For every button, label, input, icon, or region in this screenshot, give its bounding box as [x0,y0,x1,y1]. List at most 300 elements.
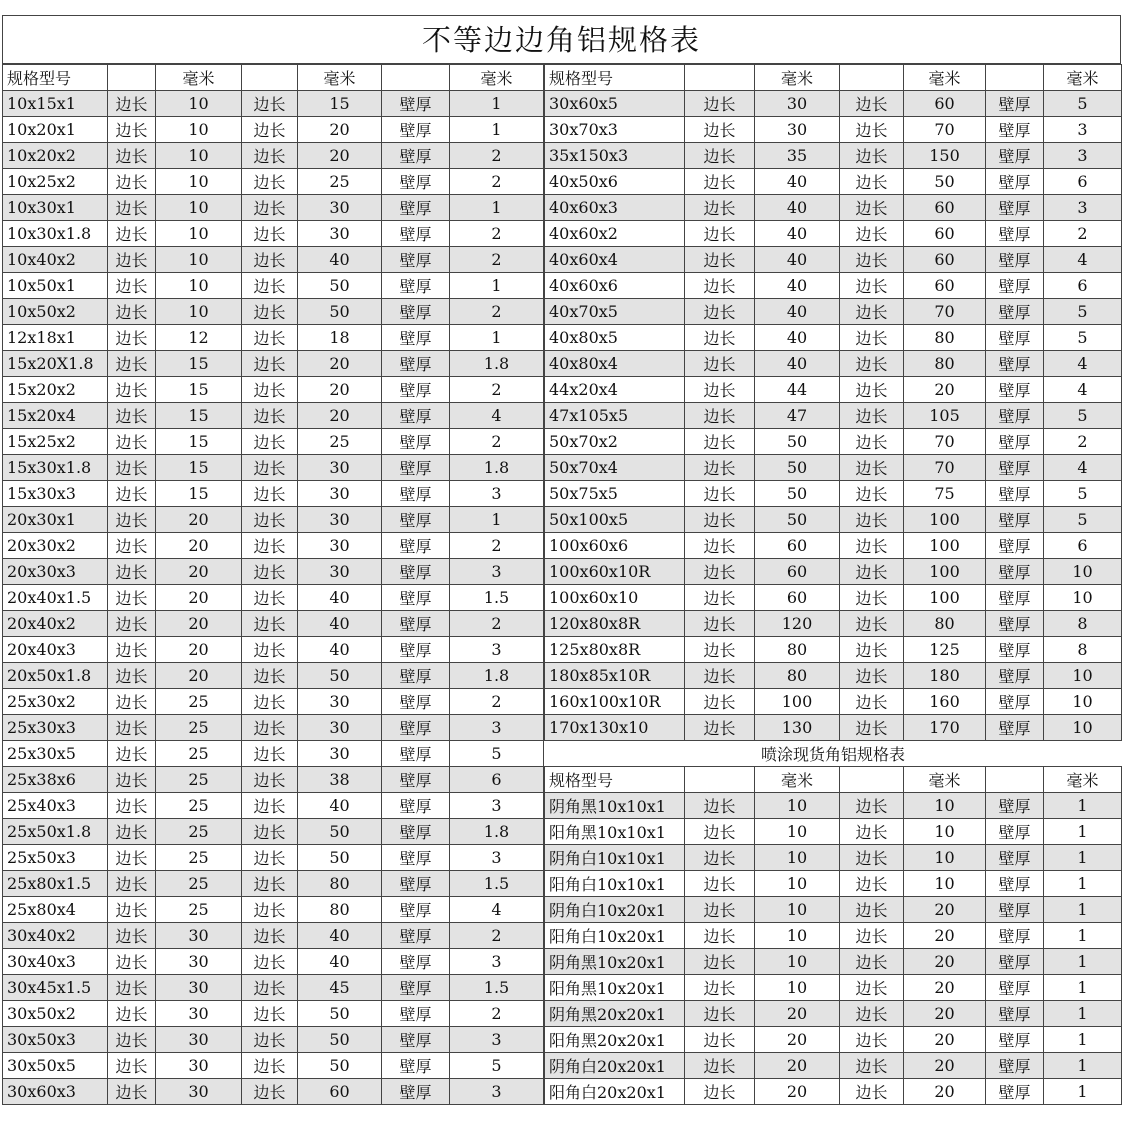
side-label: 边长 [108,637,156,663]
model-cell: 15x25x2 [3,429,108,455]
table-row [3,923,544,949]
side-label: 边长 [242,897,298,923]
side-b-value: 25 [298,429,382,455]
side-label: 边长 [242,247,298,273]
side-a-value: 25 [156,741,242,767]
side-a-value: 30 [156,1053,242,1079]
wall-label: 壁厚 [382,507,450,533]
wall-label: 壁厚 [986,819,1044,845]
model-cell: 20x30x2 [3,533,108,559]
wall-label: 壁厚 [986,351,1044,377]
side-label: 边长 [108,533,156,559]
wall-value: 6 [1044,169,1122,195]
model-cell: 100x60x10 [545,585,685,611]
wall-label: 壁厚 [382,533,450,559]
table-row [545,247,1122,273]
side-label: 边长 [242,845,298,871]
side-b-value: 20 [298,377,382,403]
table-row [3,91,544,117]
side-label: 边长 [685,793,755,819]
side-b-value: 40 [298,923,382,949]
side-b-value: 40 [298,585,382,611]
wall-value: 2 [450,169,544,195]
model-cell: 10x30x1 [3,195,108,221]
model-cell: 44x20x4 [545,377,685,403]
header-unit: 毫米 [1044,65,1122,91]
side-b-value: 100 [904,507,986,533]
table-row [545,819,1122,845]
side-a-value: 15 [156,455,242,481]
side-b-value: 20 [298,351,382,377]
wall-value: 10 [1044,663,1122,689]
wall-value: 1.8 [450,455,544,481]
side-b-value: 10 [904,793,986,819]
table-row [3,273,544,299]
wall-label: 壁厚 [986,975,1044,1001]
side-a-value: 30 [156,923,242,949]
table-row [3,533,544,559]
wall-label: 壁厚 [382,819,450,845]
side-label: 边长 [242,1053,298,1079]
wall-label: 壁厚 [986,377,1044,403]
model-cell: 阳角黑10x20x1 [545,975,685,1001]
model-cell: 25x80x4 [3,897,108,923]
wall-label: 壁厚 [382,767,450,793]
header-unit: 毫米 [156,65,242,91]
side-a-value: 25 [156,845,242,871]
side-a-value: 20 [156,533,242,559]
model-cell: 阳角白20x20x1 [545,1079,685,1105]
side-a-value: 20 [156,507,242,533]
wall-value: 1 [1044,845,1122,871]
side-a-value: 20 [156,559,242,585]
model-cell: 30x50x3 [3,1027,108,1053]
side-a-value: 50 [755,455,840,481]
model-cell: 30x50x5 [3,1053,108,1079]
side-b-value: 18 [298,325,382,351]
header-row [545,767,1122,793]
side-label: 边长 [840,325,904,351]
wall-value: 5 [1044,91,1122,117]
wall-label: 壁厚 [986,403,1044,429]
side-a-value: 15 [156,429,242,455]
model-cell: 阴角黑10x10x1 [545,793,685,819]
side-a-value: 40 [755,169,840,195]
model-cell: 25x40x3 [3,793,108,819]
side-b-value: 40 [298,637,382,663]
table-row [545,117,1122,143]
table-row [545,299,1122,325]
wall-value: 2 [450,221,544,247]
wall-value: 1 [1044,1053,1122,1079]
side-label: 边长 [840,377,904,403]
wall-label: 壁厚 [382,949,450,975]
wall-value: 5 [1044,403,1122,429]
wall-value: 5 [1044,507,1122,533]
model-cell: 30x40x3 [3,949,108,975]
side-label: 边长 [685,91,755,117]
side-a-value: 15 [156,377,242,403]
table-row [3,195,544,221]
side-a-value: 20 [755,1001,840,1027]
side-label: 边长 [840,585,904,611]
model-cell: 阳角白10x10x1 [545,871,685,897]
model-cell: 20x30x1 [3,507,108,533]
side-label: 边长 [108,91,156,117]
wall-value: 6 [1044,273,1122,299]
table-row [3,1001,544,1027]
model-cell: 阳角黑20x20x1 [545,1027,685,1053]
table-row [545,1053,1122,1079]
side-label: 边长 [840,533,904,559]
side-label: 边长 [685,429,755,455]
side-a-value: 60 [755,559,840,585]
table-row [3,975,544,1001]
side-label: 边长 [242,663,298,689]
side-a-value: 25 [156,897,242,923]
model-cell: 阴角白20x20x1 [545,1053,685,1079]
side-label: 边长 [685,143,755,169]
side-label: 边长 [840,897,904,923]
table-row [545,1001,1122,1027]
side-a-value: 10 [755,845,840,871]
side-label: 边长 [242,325,298,351]
wall-value: 2 [450,247,544,273]
side-a-value: 10 [156,247,242,273]
table-row [545,221,1122,247]
model-cell: 47x105x5 [545,403,685,429]
side-label: 边长 [840,169,904,195]
side-label: 边长 [242,533,298,559]
side-a-value: 15 [156,351,242,377]
wall-value: 4 [1044,377,1122,403]
wall-value: 1 [450,195,544,221]
side-label: 边长 [242,117,298,143]
side-a-value: 10 [156,299,242,325]
side-label: 边长 [108,1053,156,1079]
header-blank [840,767,904,793]
table-row [3,1027,544,1053]
side-label: 边长 [242,611,298,637]
wall-label: 壁厚 [986,507,1044,533]
table-row [545,143,1122,169]
side-b-value: 20 [904,377,986,403]
table-row [3,1053,544,1079]
side-label: 边长 [840,689,904,715]
table-row [545,975,1122,1001]
side-label: 边长 [840,1027,904,1053]
table-row [545,585,1122,611]
side-b-value: 20 [904,923,986,949]
side-a-value: 40 [755,195,840,221]
wall-value: 8 [1044,637,1122,663]
side-a-value: 44 [755,377,840,403]
wall-label: 壁厚 [986,585,1044,611]
side-label: 边长 [840,871,904,897]
side-label: 边长 [108,429,156,455]
side-label: 边长 [685,611,755,637]
side-label: 边长 [108,299,156,325]
model-cell: 40x70x5 [545,299,685,325]
side-a-value: 20 [156,637,242,663]
wall-label: 壁厚 [986,1053,1044,1079]
wall-value: 4 [450,403,544,429]
side-label: 边长 [685,1027,755,1053]
side-label: 边长 [685,637,755,663]
table-row [3,1079,544,1105]
side-b-value: 60 [904,91,986,117]
side-label: 边长 [840,1079,904,1105]
wall-label: 壁厚 [986,481,1044,507]
table-row [3,871,544,897]
wall-label: 壁厚 [382,637,450,663]
side-b-value: 15 [298,91,382,117]
side-b-value: 80 [298,897,382,923]
wall-value: 3 [450,715,544,741]
wall-value: 1 [450,91,544,117]
table-row [3,715,544,741]
table-row [3,143,544,169]
side-label: 边长 [108,611,156,637]
wall-label: 壁厚 [986,559,1044,585]
side-label: 边长 [108,871,156,897]
side-b-value: 40 [298,949,382,975]
model-cell: 阴角白10x10x1 [545,845,685,871]
side-label: 边长 [108,117,156,143]
side-b-value: 80 [904,611,986,637]
table-row [545,715,1122,741]
model-cell: 12x18x1 [3,325,108,351]
side-b-value: 20 [904,1001,986,1027]
wall-value: 3 [450,637,544,663]
side-label: 边长 [108,221,156,247]
model-cell: 25x30x5 [3,741,108,767]
wall-label: 壁厚 [382,351,450,377]
header-blank [242,65,298,91]
side-label: 边长 [242,169,298,195]
side-b-value: 60 [904,195,986,221]
side-a-value: 10 [755,897,840,923]
side-a-value: 25 [156,767,242,793]
side-b-value: 125 [904,637,986,663]
side-label: 边长 [242,637,298,663]
model-cell: 30x50x2 [3,1001,108,1027]
wall-label: 壁厚 [986,923,1044,949]
side-label: 边长 [108,663,156,689]
model-cell: 40x60x6 [545,273,685,299]
table-row [3,793,544,819]
wall-label: 壁厚 [382,325,450,351]
side-a-value: 10 [156,273,242,299]
wall-label: 壁厚 [382,195,450,221]
model-cell: 25x38x6 [3,767,108,793]
side-b-value: 10 [904,819,986,845]
table-row [3,637,544,663]
side-b-value: 80 [298,871,382,897]
wall-value: 2 [450,923,544,949]
header-row [3,65,544,91]
side-label: 边长 [242,143,298,169]
side-b-value: 30 [298,741,382,767]
side-label: 边长 [685,1079,755,1105]
wall-label: 壁厚 [986,455,1044,481]
wall-value: 3 [450,1079,544,1105]
wall-value: 3 [450,559,544,585]
side-b-value: 50 [298,663,382,689]
side-b-value: 50 [298,1001,382,1027]
side-b-value: 30 [298,455,382,481]
model-cell: 30x60x5 [545,91,685,117]
model-cell: 20x40x1.5 [3,585,108,611]
wall-value: 4 [450,897,544,923]
side-label: 边长 [685,169,755,195]
side-label: 边长 [242,91,298,117]
wall-label: 壁厚 [382,559,450,585]
side-a-value: 60 [755,585,840,611]
wall-label: 壁厚 [986,793,1044,819]
model-cell: 10x50x1 [3,273,108,299]
side-label: 边长 [685,897,755,923]
wall-label: 壁厚 [382,715,450,741]
wall-value: 1 [1044,871,1122,897]
side-label: 边长 [108,845,156,871]
side-label: 边长 [242,455,298,481]
side-label: 边长 [840,559,904,585]
model-cell: 40x50x6 [545,169,685,195]
wall-label: 壁厚 [986,221,1044,247]
side-a-value: 10 [755,793,840,819]
wall-value: 1.5 [450,871,544,897]
side-label: 边长 [242,403,298,429]
side-a-value: 30 [156,1001,242,1027]
side-a-value: 25 [156,819,242,845]
wall-label: 壁厚 [382,975,450,1001]
wall-value: 2 [450,377,544,403]
table-row [545,429,1122,455]
wall-value: 3 [450,793,544,819]
side-b-value: 30 [298,559,382,585]
side-label: 边长 [685,949,755,975]
wall-value: 1.8 [450,663,544,689]
table-row [545,507,1122,533]
side-label: 边长 [840,247,904,273]
wall-value: 4 [1044,247,1122,273]
side-label: 边长 [685,325,755,351]
wall-value: 1.5 [450,585,544,611]
side-label: 边长 [840,975,904,1001]
table-row [3,377,544,403]
side-a-value: 30 [755,117,840,143]
model-cell: 35x150x3 [545,143,685,169]
wall-value: 5 [450,1053,544,1079]
table-row [545,1027,1122,1053]
wall-label: 壁厚 [382,169,450,195]
table-row [545,351,1122,377]
wall-label: 壁厚 [382,1027,450,1053]
model-cell: 阳角白10x20x1 [545,923,685,949]
wall-label: 壁厚 [382,377,450,403]
table-row [3,117,544,143]
side-b-value: 30 [298,715,382,741]
side-b-value: 60 [298,1079,382,1105]
model-cell: 40x80x4 [545,351,685,377]
wall-label: 壁厚 [382,247,450,273]
wall-value: 1 [1044,975,1122,1001]
header-unit: 毫米 [904,767,986,793]
side-a-value: 40 [755,351,840,377]
side-label: 边长 [108,793,156,819]
side-a-value: 80 [755,663,840,689]
side-b-value: 30 [298,689,382,715]
model-cell: 50x75x5 [545,481,685,507]
side-b-value: 30 [298,533,382,559]
model-cell: 25x30x3 [3,715,108,741]
wall-label: 壁厚 [986,299,1044,325]
wall-value: 2 [450,1001,544,1027]
wall-value: 10 [1044,689,1122,715]
side-label: 边长 [840,1053,904,1079]
side-label: 边长 [840,1001,904,1027]
table-row [545,195,1122,221]
side-b-value: 20 [904,975,986,1001]
table-row [3,845,544,871]
side-label: 边长 [108,819,156,845]
right-spec-table [544,64,1122,1105]
wall-label: 壁厚 [986,429,1044,455]
wall-value: 1 [1044,1027,1122,1053]
table-row [3,897,544,923]
side-label: 边长 [108,507,156,533]
wall-label: 壁厚 [382,611,450,637]
header-blank [840,65,904,91]
model-cell: 40x60x2 [545,221,685,247]
side-a-value: 50 [755,429,840,455]
wall-label: 壁厚 [382,481,450,507]
side-label: 边长 [685,117,755,143]
wall-value: 6 [1044,533,1122,559]
wall-label: 壁厚 [382,741,450,767]
side-a-value: 10 [755,871,840,897]
side-label: 边长 [685,247,755,273]
table-row [545,169,1122,195]
side-label: 边长 [108,169,156,195]
side-label: 边长 [840,819,904,845]
table-row [545,325,1122,351]
side-b-value: 20 [904,1027,986,1053]
side-a-value: 10 [755,923,840,949]
side-label: 边长 [840,949,904,975]
side-b-value: 50 [298,1027,382,1053]
side-b-value: 70 [904,299,986,325]
side-label: 边长 [108,585,156,611]
wall-value: 1.8 [450,819,544,845]
side-b-value: 150 [904,143,986,169]
side-label: 边长 [840,273,904,299]
wall-label: 壁厚 [382,871,450,897]
side-a-value: 12 [156,325,242,351]
left-spec-table [2,64,544,1105]
side-label: 边长 [108,481,156,507]
side-b-value: 170 [904,715,986,741]
table-row [545,845,1122,871]
side-a-value: 10 [156,117,242,143]
spec-sheet [2,15,1121,1105]
side-label: 边长 [108,403,156,429]
side-b-value: 100 [904,533,986,559]
side-b-value: 105 [904,403,986,429]
wall-label: 壁厚 [986,169,1044,195]
model-cell: 50x70x4 [545,455,685,481]
